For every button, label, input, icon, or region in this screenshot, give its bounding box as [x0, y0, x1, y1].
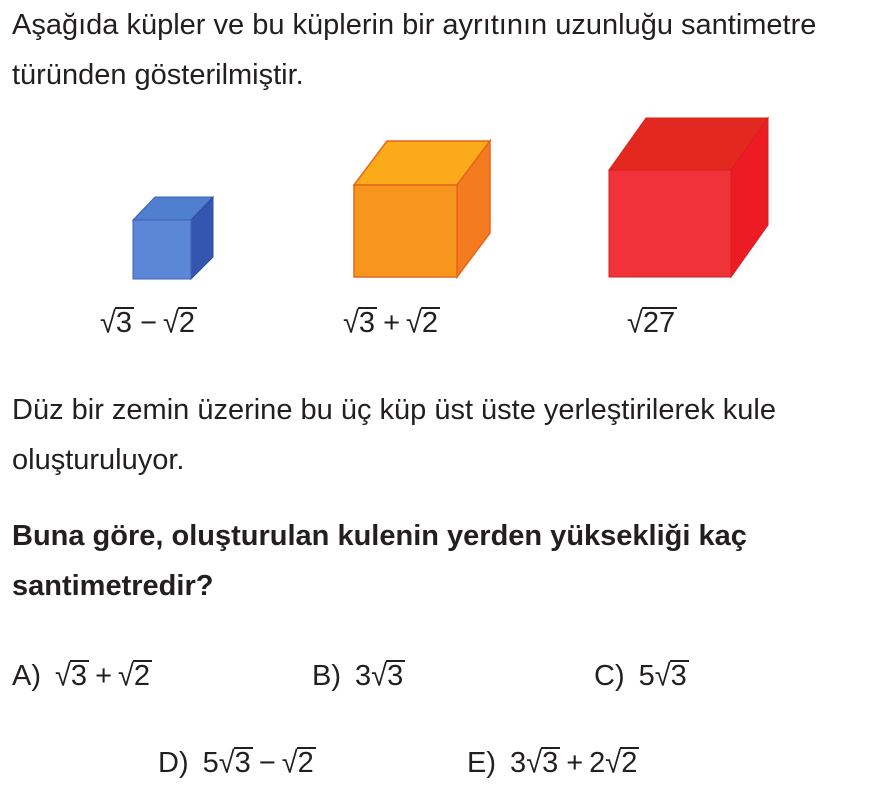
intro-text: Aşağıda küpler ve bu küplerin bir ayrıtının uzunluğu santimetre türünden gösterilmiştir. — [12, 9, 817, 91]
orange-cube-label: √3 + √2 — [343, 306, 439, 340]
red-cube — [609, 118, 768, 277]
blue-cube — [133, 197, 213, 279]
option-c[interactable]: C) 5√3 — [594, 659, 687, 693]
red-cube-label: √27 — [627, 306, 676, 340]
option-b[interactable]: B) 3√3 — [312, 659, 404, 693]
statement-text: Düz bir zemin üzerine bu üç küp üst üste yerleştirilerek kule oluşturuluyor. — [12, 394, 776, 476]
blue-cube-label: √3 − √2 — [100, 306, 196, 340]
option-a[interactable]: A) √3 + √2 — [12, 659, 151, 693]
cubes-figure — [0, 110, 883, 290]
option-d[interactable]: D) 5√3 − √2 — [158, 746, 314, 780]
option-e[interactable]: E) 3√3 + 2√2 — [467, 746, 638, 780]
question-text: Buna göre, oluşturulan kulenin yerden yüksekliği kaç santimetredir? — [12, 520, 747, 602]
orange-cube — [354, 141, 490, 277]
